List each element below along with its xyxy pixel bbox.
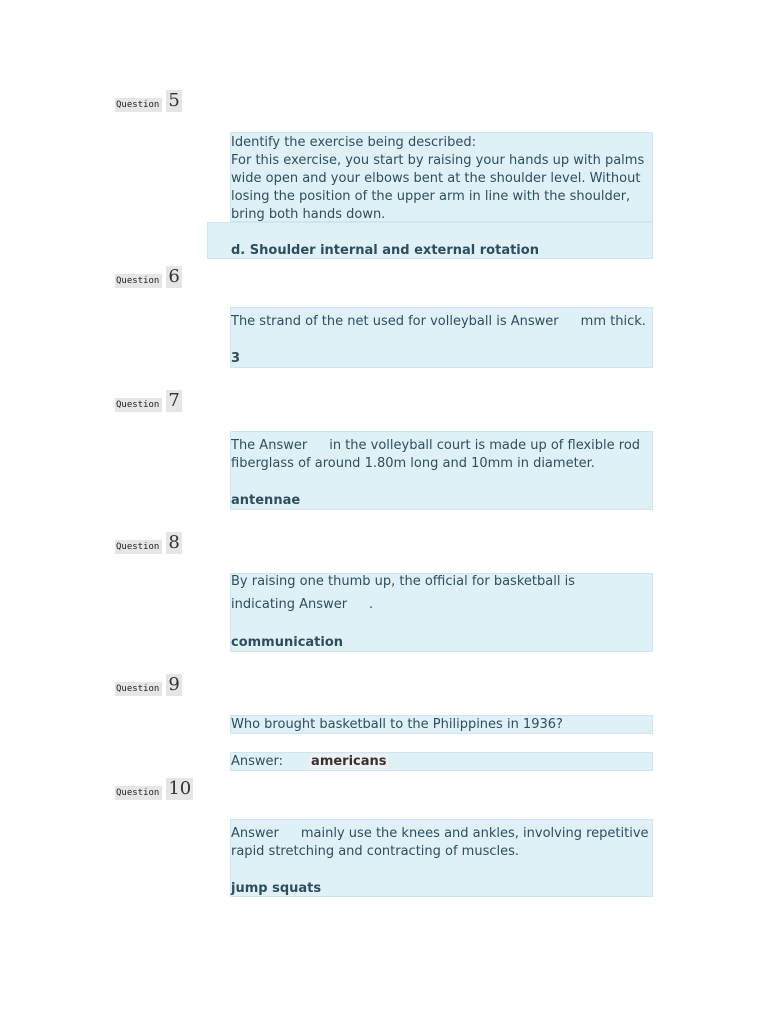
question-6-answer: 3 — [231, 351, 241, 366]
question-number: 7 — [168, 390, 180, 411]
question-number: 10 — [168, 778, 192, 799]
question-text-before: indicating Answer — [231, 597, 348, 612]
question-6-label — [115, 264, 182, 288]
question-line: bring both hands down. — [231, 207, 386, 222]
question-word: Question — [115, 98, 162, 112]
question-line: wide open and your elbows bent at the shoulder level. Without — [231, 171, 641, 186]
question-10-label — [115, 776, 193, 800]
question-line: Identify the exercise being described: — [231, 135, 476, 150]
question-text-after: in the volleyball court is made up of flexible rod — [329, 438, 641, 453]
answer-label: Answer: — [231, 754, 284, 769]
question-10-answer: jump squats — [231, 881, 322, 896]
question-line: For this exercise, you start by raising your hands up with palms — [231, 153, 645, 168]
question-word: Question — [115, 274, 162, 288]
question-8-label — [115, 530, 182, 554]
question-7-text — [231, 437, 649, 473]
question-text-after: mm thick. — [580, 314, 646, 329]
question-line: losing the position of the upper arm in line with the shoulder, — [231, 189, 631, 204]
question-line — [231, 825, 649, 843]
question-9-text: Who brought basketball to the Philippines in 1936? — [231, 717, 563, 732]
question-text-before: Answer — [231, 826, 279, 841]
question-6-text — [231, 313, 649, 331]
question-5-answer: d. Shoulder internal and external rotation — [231, 243, 539, 258]
question-text-after: mainly use the knees and ankles, involving repetitive — [300, 826, 649, 841]
question-word: Question — [115, 398, 162, 412]
question-line — [231, 437, 649, 455]
question-text-after: . — [369, 597, 374, 612]
question-word: Question — [115, 786, 162, 800]
question-5-text — [231, 134, 649, 224]
question-number: 6 — [168, 266, 180, 287]
question-number: 8 — [168, 532, 180, 553]
question-line — [231, 596, 649, 614]
question-7-label — [115, 388, 182, 412]
question-8-text — [231, 573, 649, 614]
question-9-label — [115, 672, 182, 696]
question-8-answer: communication — [231, 635, 344, 650]
question-7-answer: antennae — [231, 493, 301, 508]
question-9-answer-row — [231, 753, 649, 771]
question-line: By raising one thumb up, the official for basketball is — [231, 574, 575, 589]
question-9-answer: americans — [311, 754, 387, 769]
question-word: Question — [115, 540, 162, 554]
question-number: 9 — [168, 674, 180, 695]
question-number: 5 — [168, 90, 180, 111]
question-line: rapid stretching and contracting of muscles. — [231, 844, 520, 859]
question-line: fiberglass of around 1.80m long and 10mm in diameter. — [231, 456, 595, 471]
question-word: Question — [115, 682, 162, 696]
question-10-text — [231, 825, 649, 861]
question-text-before: The strand of the net used for volleyball is Answer — [231, 314, 559, 329]
question-text-before: The Answer — [231, 438, 308, 453]
question-5-label — [115, 88, 182, 112]
